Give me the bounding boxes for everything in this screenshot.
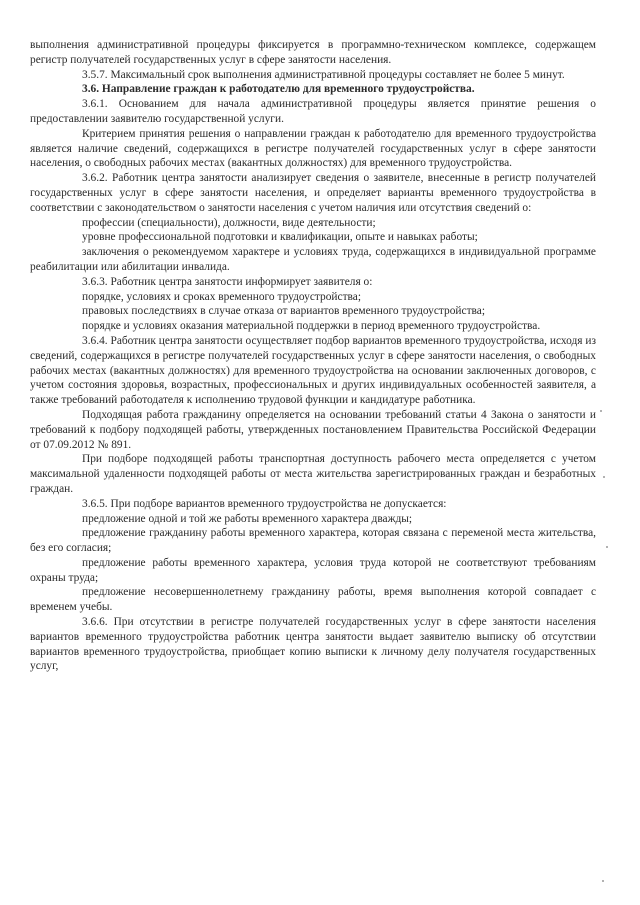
list-item-conclusion: заключения о рекомендуемом характере и условиях труда, содержащихся в индивидуальной программе реабилитации или абилитации инвалида. bbox=[30, 246, 596, 273]
paragraph-3-6-6: 3.6.6. При отсутствии в регистре получателей государственных услуг в сфере занятости населения вариантов временного трудоустройства работник центра занятости выдает заявителю выписку об отсутствии вариантов временного трудоустройства, приобщает копию выписки к личному делу получателя государственных услуг, bbox=[30, 616, 596, 673]
list-item-legal-consequences: правовых последствиях в случае отказа от вариантов временного трудоустройства; bbox=[82, 305, 486, 318]
scan-speck bbox=[603, 476, 605, 478]
paragraph-3-6-5: 3.6.5. При подборе вариантов временного трудоустройства не допускается: bbox=[82, 497, 447, 510]
scan-speck bbox=[602, 880, 604, 882]
paragraph-3-5-7: 3.5.7. Максимальный срок выполнения административной процедуры составляет не более 5 минут. bbox=[82, 68, 565, 81]
section-heading-3-6: 3.6. Направление граждан к работодателю для временного трудоустройства. bbox=[82, 83, 475, 96]
paragraph-transport-accessibility: При подборе подходящей работы транспортная доступность рабочего места определяется с учетом максимальной удаленности подходящей работы от места жительства зарегистрированных граждан и безработных граждан. bbox=[30, 453, 596, 495]
list-item-procedure-terms: порядке, условиях и сроках временного трудоустройства; bbox=[82, 290, 362, 303]
paragraph-3-6-3: 3.6.3. Работник центра занятости информирует заявителя о: bbox=[82, 275, 373, 288]
scan-speck bbox=[606, 546, 608, 548]
paragraph-3-6-4: 3.6.4. Работник центра занятости осуществляет подбор вариантов временного трудоустройства, исходя из сведений, содержащихся в регистре получателей государственных услуг в сфере занятости населения, о свободных рабочих местах (вакантных должностях) для временного трудоустройства на основании заключенных договоров, с учетом состояния здоровья, возрастных, профессиональных и других индивидуальных особенностей заявителя, а также требований работодателя к исполнению трудовой функции и кандидатуре работника. bbox=[30, 334, 596, 407]
list-item-education-level: уровне профессиональной подготовки и квалификации, опыте и навыках работы; bbox=[82, 231, 478, 244]
paragraph-3-6-1: 3.6.1. Основанием для начала административной процедуры является принятие решения о предоставлении заявителю государственной услуги. bbox=[30, 98, 596, 125]
list-item-minor: предложение несовершеннолетнему гражданину работы, время выполнения которой совпадает с временем учебы. bbox=[30, 586, 596, 614]
paragraph-suitable-work: Подходящая работа гражданину определяется на основании требований статьи 4 Закона о занятости и требований к подбору подходящей работы, утвержденных постановлением Правительства Российской Федерации от 07.09.2012 № 891. bbox=[30, 408, 596, 451]
paragraph-continuation: выполнения административной процедуры фиксируется в программно-техническом комплексе, содержащем регистр получателей государственных услуг в сфере занятости населения. bbox=[30, 39, 596, 66]
list-item-material-support: порядке и условиях оказания материальной поддержки в период временного трудоустройства. bbox=[82, 320, 541, 333]
list-item-twice: предложение одной и той же работы временного характера дважды; bbox=[82, 512, 413, 525]
paragraph-criterion: Критерием принятия решения о направлении граждан к работодателю для временного трудоустройства является наличие сведений, содержащихся в регистре получателей государственных услуг в сфере занятости населения, о свободных рабочих местах (вакантных должностях) для временного трудоустройства. bbox=[30, 127, 596, 170]
list-item-profession: профессии (специальности), должности, виде деятельности; bbox=[82, 216, 376, 229]
paragraph-3-6-2: 3.6.2. Работник центра занятости анализирует сведения о заявителе, внесенные в регистр получателей государственных услуг в сфере занятости населения, и определяет варианты временного трудоустройства в соответствии с законодательством о занятости населения с учетом наличия или отсутствия сведений о: bbox=[30, 172, 596, 214]
scan-speck bbox=[600, 410, 602, 412]
list-item-change-residence: предложение гражданину работы временного характера, которая связана с переменой места жительства, без его согласия; bbox=[30, 527, 596, 555]
list-item-safety: предложение работы временного характера, условия труда которой не соответствуют требованиям охраны труда; bbox=[30, 556, 596, 584]
